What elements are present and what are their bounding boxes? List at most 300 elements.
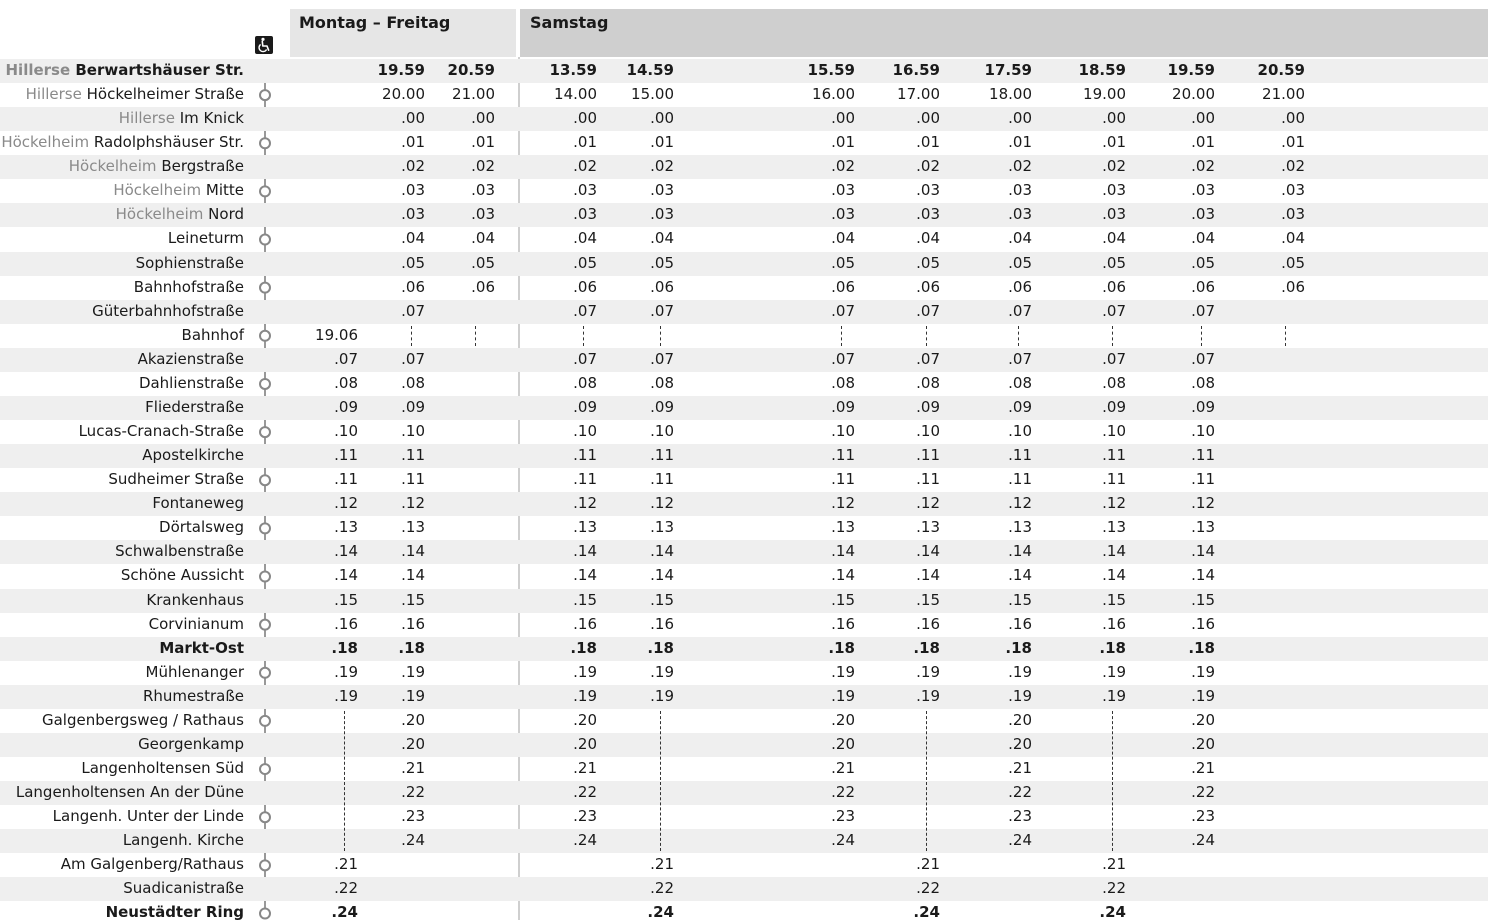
departure-time: .11 <box>650 446 674 465</box>
departure-time: .01 <box>831 133 855 152</box>
departure-time: .20 <box>401 710 425 729</box>
departure-time: 19.59 <box>1167 61 1215 79</box>
departure-time: .19 <box>334 686 358 705</box>
departure-time: .15 <box>916 590 940 609</box>
departure-time: .05 <box>1191 253 1215 272</box>
stop-locality: Hillerse <box>118 109 180 128</box>
departure-time: .11 <box>573 446 597 465</box>
departure-time: .16 <box>916 614 940 633</box>
weekday-header <box>290 9 516 57</box>
stop-circle-icon <box>260 764 270 774</box>
stop-circle-icon <box>260 908 270 918</box>
departure-time: .00 <box>1281 109 1305 128</box>
stop-label: Corvinianum <box>148 614 244 633</box>
departure-time: .20 <box>1191 710 1215 729</box>
stop-label: Dörtalsweg <box>159 518 244 537</box>
departure-time: .21 <box>1008 759 1032 778</box>
stop-label: Dahlienstraße <box>138 373 244 392</box>
departure-time: .16 <box>831 614 855 633</box>
departure-time: .01 <box>1281 133 1305 152</box>
departure-time: .16 <box>401 614 425 633</box>
departure-time: .07 <box>650 349 674 368</box>
stop-label: Fliederstraße <box>145 397 244 416</box>
departure-time: .07 <box>1008 349 1032 368</box>
departure-time: .07 <box>401 349 425 368</box>
stop-locality: Höckelheim <box>1 133 94 152</box>
departure-time: .07 <box>1102 349 1126 368</box>
departure-time: .05 <box>1102 253 1126 272</box>
stop-name <box>136 254 244 272</box>
departure-time: .07 <box>1102 301 1126 320</box>
departure-time: 13.59 <box>549 61 597 79</box>
departure-time: .07 <box>916 301 940 320</box>
stop-name <box>168 229 244 247</box>
departure-time: .08 <box>1008 373 1032 392</box>
departure-time: 14.00 <box>554 85 597 104</box>
departure-time: .08 <box>573 373 597 392</box>
departure-time: .00 <box>831 109 855 128</box>
departure-time: .09 <box>334 397 358 416</box>
stop-locality: Hillerse <box>5 61 76 79</box>
stop-label: Leineturm <box>167 229 244 248</box>
departure-time: .22 <box>831 783 855 802</box>
stop-circle-icon <box>260 331 270 341</box>
departure-time: .11 <box>1008 470 1032 489</box>
departure-time: .11 <box>916 470 940 489</box>
stop-circle-icon <box>260 138 270 148</box>
departure-time: .04 <box>916 229 940 248</box>
departure-time: 21.00 <box>452 85 495 104</box>
departure-time: .04 <box>573 229 597 248</box>
departure-time: .03 <box>1008 205 1032 224</box>
stop-label: Bahnhofstraße <box>133 277 244 296</box>
stop-locality: Höckelheim <box>115 205 209 224</box>
departure-time: .06 <box>1008 277 1032 296</box>
departure-time: .01 <box>650 133 674 152</box>
departure-time: .10 <box>401 422 425 441</box>
departure-time: .03 <box>831 205 855 224</box>
departure-time: .00 <box>1191 109 1215 128</box>
stop-name <box>69 157 244 175</box>
departure-time: .08 <box>401 373 425 392</box>
departure-time: .18 <box>647 638 674 657</box>
stop-name <box>145 398 244 416</box>
departure-time: 20.59 <box>1257 61 1305 79</box>
departure-time: .14 <box>650 566 674 585</box>
skip-line <box>1018 326 1019 346</box>
stop-locality: Höckelheim <box>113 181 206 200</box>
departure-time: 16.00 <box>812 85 855 104</box>
departure-time: .07 <box>1191 349 1215 368</box>
departure-time: .18 <box>331 638 358 657</box>
departure-time: .16 <box>334 614 358 633</box>
stop-circle-icon <box>260 668 270 678</box>
departure-time: 19.00 <box>1083 85 1126 104</box>
departure-time: .03 <box>1008 181 1032 200</box>
departure-time: .10 <box>831 422 855 441</box>
departure-time: .13 <box>1102 518 1126 537</box>
departure-time: .02 <box>1102 157 1126 176</box>
departure-time: .01 <box>916 133 940 152</box>
departure-time: .04 <box>1281 229 1305 248</box>
skip-line <box>660 711 661 851</box>
departure-time: .14 <box>1008 542 1032 561</box>
departure-time: .00 <box>1102 109 1126 128</box>
departure-time: .24 <box>331 903 358 921</box>
departure-time: .00 <box>1008 109 1032 128</box>
departure-time: .07 <box>573 301 597 320</box>
departure-time: .05 <box>573 253 597 272</box>
skip-line <box>344 711 345 851</box>
departure-time: .11 <box>334 470 358 489</box>
departure-time: .13 <box>1008 518 1032 537</box>
departure-time: .16 <box>1191 614 1215 633</box>
departure-time: .10 <box>334 422 358 441</box>
departure-time: 18.00 <box>989 85 1032 104</box>
stop-circle-icon <box>260 235 270 245</box>
departure-time: .14 <box>573 566 597 585</box>
departure-time: .05 <box>650 253 674 272</box>
skip-line <box>1112 711 1113 851</box>
departure-time: .10 <box>1191 422 1215 441</box>
departure-time: .21 <box>1102 855 1126 874</box>
departure-time: .08 <box>1191 373 1215 392</box>
departure-time: .19 <box>401 686 425 705</box>
departure-time: .06 <box>650 277 674 296</box>
departure-time: .15 <box>573 590 597 609</box>
stop-name <box>143 687 244 705</box>
departure-time: .03 <box>1191 181 1215 200</box>
departure-time: 18.59 <box>1078 61 1126 79</box>
skip-line <box>926 711 927 851</box>
stop-name <box>53 807 244 825</box>
stop-circle-icon <box>260 475 270 485</box>
departure-time: .14 <box>1102 566 1126 585</box>
departure-time: .18 <box>1005 638 1032 657</box>
departure-time: .03 <box>573 181 597 200</box>
departure-time: .14 <box>831 542 855 561</box>
departure-time: .20 <box>1008 710 1032 729</box>
stop-locality: Hillerse <box>25 85 87 104</box>
skip-line <box>583 326 584 346</box>
stop-name <box>142 446 244 464</box>
departure-time: .19 <box>650 662 674 681</box>
departure-time: .05 <box>916 253 940 272</box>
departure-time: .14 <box>573 542 597 561</box>
stop-label: Langenh. Kirche <box>122 831 244 850</box>
departure-time: .02 <box>1281 157 1305 176</box>
departure-time: .05 <box>471 253 495 272</box>
departure-time: .12 <box>1191 494 1215 513</box>
departure-time: .14 <box>1191 566 1215 585</box>
departure-time: .11 <box>831 470 855 489</box>
departure-time: .14 <box>650 542 674 561</box>
stop-label: Schöne Aussicht <box>120 566 244 585</box>
departure-time: .01 <box>1191 133 1215 152</box>
departure-time: .08 <box>334 373 358 392</box>
departure-time: .15 <box>1008 590 1032 609</box>
skip-line <box>411 326 412 346</box>
departure-time: .11 <box>334 446 358 465</box>
departure-time: 15.59 <box>807 61 855 79</box>
departure-time: .02 <box>471 157 495 176</box>
departure-time: .24 <box>1099 903 1126 921</box>
stop-name <box>159 639 244 657</box>
departure-time: .10 <box>916 422 940 441</box>
departure-time: .03 <box>471 205 495 224</box>
departure-time: .21 <box>401 759 425 778</box>
departure-time: .23 <box>1191 807 1215 826</box>
stop-name <box>121 566 244 584</box>
stop-label: Sudheimer Straße <box>108 470 244 489</box>
departure-time: .20 <box>401 734 425 753</box>
departure-time: .00 <box>650 109 674 128</box>
stop-label: Galgenbergsweg / Rathaus <box>41 710 244 729</box>
stop-circle-icon <box>260 379 270 389</box>
departure-time: .19 <box>1191 662 1215 681</box>
departure-time: .12 <box>401 494 425 513</box>
skip-line <box>1112 326 1113 346</box>
departure-time: .24 <box>573 831 597 850</box>
stop-circle-icon <box>260 283 270 293</box>
departure-time: .03 <box>1281 181 1305 200</box>
departure-time: .22 <box>1008 783 1032 802</box>
departure-time: .23 <box>1008 807 1032 826</box>
departure-time: .05 <box>1008 253 1032 272</box>
departure-time: .14 <box>401 542 425 561</box>
stop-label: Fontaneweg <box>152 494 244 513</box>
departure-time: .14 <box>916 542 940 561</box>
departure-time: .00 <box>471 109 495 128</box>
stop-label: Radolphshäuser Str. <box>93 133 244 152</box>
departure-time: .07 <box>831 349 855 368</box>
departure-time: .22 <box>334 879 358 898</box>
departure-time: .21 <box>573 759 597 778</box>
departure-time: .20 <box>831 734 855 753</box>
departure-time: .21 <box>334 855 358 874</box>
skip-line <box>1285 326 1286 346</box>
departure-time: .09 <box>1008 397 1032 416</box>
departure-time: .01 <box>1008 133 1032 152</box>
skip-line <box>1201 326 1202 346</box>
departure-time: .03 <box>831 181 855 200</box>
departure-time: .23 <box>573 807 597 826</box>
departure-time: 14.59 <box>626 61 674 79</box>
stop-name <box>134 278 244 296</box>
stop-label: Schwalbenstraße <box>115 542 244 561</box>
stop-circle-icon <box>260 90 270 100</box>
stop-name <box>146 591 244 609</box>
departure-time: .07 <box>401 301 425 320</box>
departure-time: .24 <box>401 831 425 850</box>
departure-time: .18 <box>570 638 597 657</box>
departure-time: 20.00 <box>382 85 425 104</box>
stop-circle-icon <box>260 860 270 870</box>
departure-time: .19 <box>334 662 358 681</box>
departure-time: .22 <box>1191 783 1215 802</box>
stop-circle-icon <box>260 523 270 533</box>
departure-time: .20 <box>1008 734 1032 753</box>
stop-name <box>159 518 244 536</box>
departure-time: .24 <box>1191 831 1215 850</box>
departure-time: .16 <box>1102 614 1126 633</box>
departure-time: .03 <box>1281 205 1305 224</box>
departure-time: .12 <box>334 494 358 513</box>
departure-time: .12 <box>1008 494 1032 513</box>
departure-time: .03 <box>916 181 940 200</box>
departure-time: .12 <box>573 494 597 513</box>
stop-name <box>115 542 244 560</box>
stop-name <box>61 855 244 873</box>
skip-line <box>926 326 927 346</box>
departure-time: .12 <box>1102 494 1126 513</box>
departure-time: .03 <box>1102 181 1126 200</box>
departure-time: .09 <box>1102 397 1126 416</box>
stop-label: Lucas-Cranach-Straße <box>78 422 244 441</box>
stop-label: Apostelkirche <box>142 446 244 465</box>
departure-time: .16 <box>573 614 597 633</box>
stop-name <box>123 879 244 897</box>
stop-circle-icon <box>260 572 270 582</box>
departure-time: .10 <box>573 422 597 441</box>
departure-time: .14 <box>831 566 855 585</box>
stop-name <box>182 326 244 344</box>
departure-time: .11 <box>650 470 674 489</box>
skip-line <box>475 326 476 346</box>
departure-time: .24 <box>831 831 855 850</box>
stop-name <box>81 759 244 777</box>
departure-time: .00 <box>573 109 597 128</box>
departure-time: .01 <box>573 133 597 152</box>
departure-time: .20 <box>1191 734 1215 753</box>
departure-time: .05 <box>1281 253 1305 272</box>
departure-time: .14 <box>1102 542 1126 561</box>
stop-label: Mühlenanger <box>145 662 244 681</box>
weekday-header-label: Montag – Freitag <box>299 13 451 32</box>
stop-name <box>119 109 244 127</box>
stop-label: Güterbahnhofstraße <box>92 301 244 320</box>
departure-time: 17.59 <box>984 61 1032 79</box>
stop-label: Suadicanistraße <box>123 879 244 898</box>
stop-circle-icon <box>260 620 270 630</box>
departure-time: .09 <box>831 397 855 416</box>
departure-time: .07 <box>573 349 597 368</box>
departure-time: .05 <box>401 253 425 272</box>
departure-time: .19 <box>1102 662 1126 681</box>
stop-label: Georgenkamp <box>138 734 244 753</box>
stop-name <box>146 663 244 681</box>
departure-time: .15 <box>650 590 674 609</box>
departure-time: .00 <box>401 109 425 128</box>
departure-time: .21 <box>650 855 674 874</box>
departure-time: .19 <box>916 686 940 705</box>
departure-time: .14 <box>334 542 358 561</box>
stop-circle-icon <box>260 186 270 196</box>
wheelchair-icon <box>255 36 273 54</box>
stop-circle-icon <box>260 716 270 726</box>
departure-time: .02 <box>650 157 674 176</box>
departure-time: 21.00 <box>1262 85 1305 104</box>
departure-time: .15 <box>1191 590 1215 609</box>
departure-time: .07 <box>334 349 358 368</box>
departure-time: .24 <box>913 903 940 921</box>
stop-name <box>149 615 244 633</box>
departure-time: .13 <box>334 518 358 537</box>
departure-time: .22 <box>401 783 425 802</box>
departure-time: .15 <box>334 590 358 609</box>
stop-label: Nord <box>208 205 244 224</box>
departure-time: .07 <box>916 349 940 368</box>
departure-time: .11 <box>1102 470 1126 489</box>
departure-time: .02 <box>916 157 940 176</box>
departure-time: .06 <box>916 277 940 296</box>
stop-name <box>113 181 244 199</box>
departure-time: .04 <box>401 229 425 248</box>
departure-time: .02 <box>573 157 597 176</box>
departure-time: .15 <box>401 590 425 609</box>
stop-locality: Höckelheim <box>68 157 162 176</box>
departure-time: .02 <box>401 157 425 176</box>
departure-time: .14 <box>916 566 940 585</box>
stop-label: Im Knick <box>179 109 244 128</box>
departure-time: .19 <box>650 686 674 705</box>
departure-time: .01 <box>471 133 495 152</box>
departure-time: .00 <box>916 109 940 128</box>
departure-time: .19 <box>1102 686 1126 705</box>
departure-time: .14 <box>1008 566 1032 585</box>
departure-time: .11 <box>1102 446 1126 465</box>
departure-time: .12 <box>650 494 674 513</box>
departure-time: .10 <box>1008 422 1032 441</box>
departure-time: 19.06 <box>315 325 358 344</box>
stop-label: Neustädter Ring <box>105 903 244 921</box>
departure-time: .02 <box>831 157 855 176</box>
departure-time: .03 <box>1191 205 1215 224</box>
departure-time: 20.59 <box>447 61 495 79</box>
departure-time: .13 <box>916 518 940 537</box>
departure-time: .07 <box>1008 301 1032 320</box>
departure-time: .02 <box>1191 157 1215 176</box>
departure-time: .11 <box>916 446 940 465</box>
departure-time: .12 <box>831 494 855 513</box>
departure-time: .21 <box>916 855 940 874</box>
departure-time: .06 <box>573 277 597 296</box>
departure-time: .11 <box>1191 470 1215 489</box>
departure-time: .11 <box>401 446 425 465</box>
departure-time: 17.00 <box>897 85 940 104</box>
stop-name <box>139 374 244 392</box>
departure-time: .03 <box>650 205 674 224</box>
stop-label: Höckelheimer Straße <box>86 85 244 104</box>
departure-time: .03 <box>650 181 674 200</box>
stop-name <box>16 783 244 801</box>
departure-time: 19.59 <box>377 61 425 79</box>
stop-circle-icon <box>260 812 270 822</box>
departure-time: .19 <box>831 686 855 705</box>
stop-name <box>42 711 244 729</box>
stop-name <box>1 133 244 151</box>
stop-circle-icon <box>260 427 270 437</box>
departure-time: .14 <box>1191 542 1215 561</box>
departure-time: .06 <box>1191 277 1215 296</box>
stop-name <box>138 735 244 753</box>
departure-time: .19 <box>1008 686 1032 705</box>
departure-time: .20 <box>573 710 597 729</box>
departure-time: .06 <box>1281 277 1305 296</box>
stop-label: Rhumestraße <box>142 686 244 705</box>
departure-time: .18 <box>1188 638 1215 657</box>
departure-time: .19 <box>1191 686 1215 705</box>
